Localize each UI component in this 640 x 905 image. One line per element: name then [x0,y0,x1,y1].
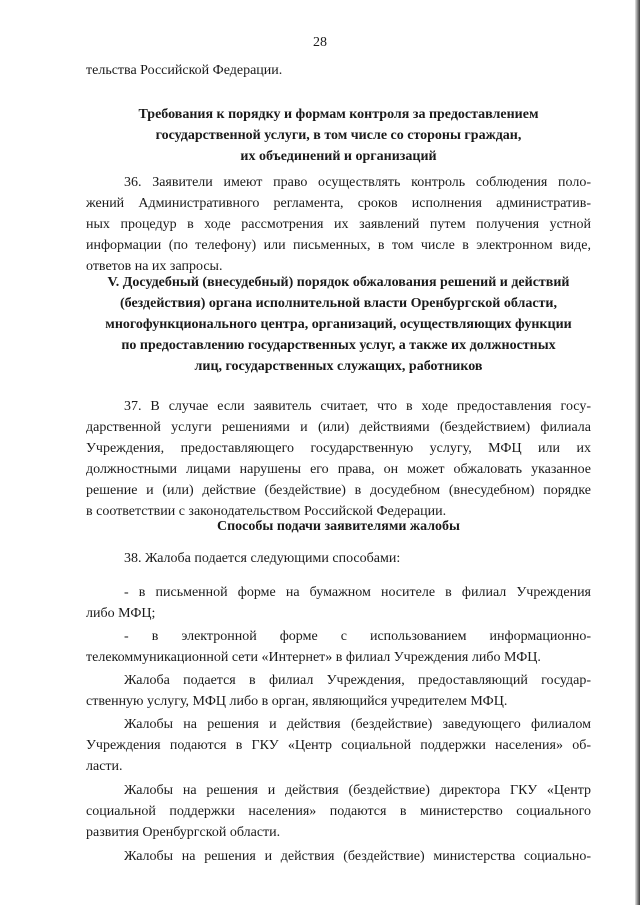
text-line: социальной поддержки населения» подаются в министерство социального [86,804,591,819]
text-line: тельства Российской Федерации. [86,63,283,78]
text-line: должностными лицами нарушены его права, он может обжаловать указанное [86,462,591,477]
text-line: - в электронной форме с использованием информационно- [124,629,591,644]
page-number: 28 [313,35,327,50]
text-line: ственную услугу, МФЦ либо в орган, являющийся учредителем МФЦ. [86,694,508,709]
text-line: Жалобы на решения и действия (бездействие) министерства социально- [124,849,591,864]
text-line: - в письменной форме на бумажном носителе в филиал Учреждения [124,585,591,600]
paragraph-ministry [86,846,591,867]
bullet-paper-form [86,582,591,624]
heading-methods [86,516,591,537]
text-line: информации (по телефону) или письменных, в том числе в электронном виде, [86,238,591,253]
text-line: ных процедур в ходе рассмотрения их заявлений путем получения устной [86,217,591,232]
paragraph-38 [86,548,591,569]
heading-line: Способы подачи заявителями жалобы [217,519,460,534]
heading-line: (бездействия) органа исполнительной власти Оренбургской области, [119,296,557,311]
text-line: 37. В случае если заявитель считает, что в ходе предоставления госу- [124,399,591,414]
text-line: 38. Жалоба подается следующими способами: [124,551,401,566]
paragraph-branch-head [86,714,591,777]
text-line: в соответствии с законодательством Российской Федерации. [86,504,447,519]
text-line: развития Оренбургской области. [86,825,281,840]
text-line: 36. Заявители имеют право осуществлять контроль соблюдения поло- [124,175,591,190]
heading-line: многофункционального центра, организаций, осуществляющих функции [105,317,572,332]
heading-line: их объединений и организаций [240,149,437,164]
heading-section-v [86,272,591,377]
heading-line: лиц, государственных служащих, работников [194,359,483,374]
scan-edge-shadow [635,0,640,905]
heading-line: по предоставлению государственных услуг, а также их должностных [121,338,556,353]
paragraph-complaint-filed [86,670,591,712]
paragraph-37 [86,396,591,522]
heading-line: государственной услуги, в том числе со стороны граждан, [155,128,522,143]
text-line: телекоммуникационной сети «Интернет» в филиал Учреждения либо МФЦ. [86,650,541,665]
heading-line: Требования к порядку и формам контроля за предоставлением [138,107,539,122]
text-line: Жалобы на решения и действия (бездействие) директора ГКУ «Центр [124,783,591,798]
bullet-electronic-form [86,626,591,668]
text-line: ласти. [86,759,123,774]
continuation-text [86,60,591,81]
text-line: дарственной услуги решениями и (или) действиями (бездействием) филиала [86,420,591,435]
heading-line: V. Досудебный (внесудебный) порядок обжалования решений и действий [107,275,570,290]
heading-control [96,104,581,167]
text-line: Жалоба подается в филиал Учреждения, предоставляющий государ- [124,673,591,688]
text-line: Учреждения подаются в ГКУ «Центр социальной поддержки населения» об- [86,738,591,753]
text-line: либо МФЦ; [86,606,156,621]
paragraph-director [86,780,591,843]
text-line: жений Административного регламента, сроков исполнения административ- [86,196,591,211]
text-line: решение и (или) действие (бездействие) в досудебном (внесудебном) порядке [86,483,591,498]
text-line: Жалобы на решения и действия (бездействие) заведующего филиалом [124,717,591,732]
text-line: ответов на их запросы. [86,259,223,274]
paragraph-36 [86,172,591,277]
text-line: Учреждения, предоставляющего государственную услугу, МФЦ или их [86,441,591,456]
